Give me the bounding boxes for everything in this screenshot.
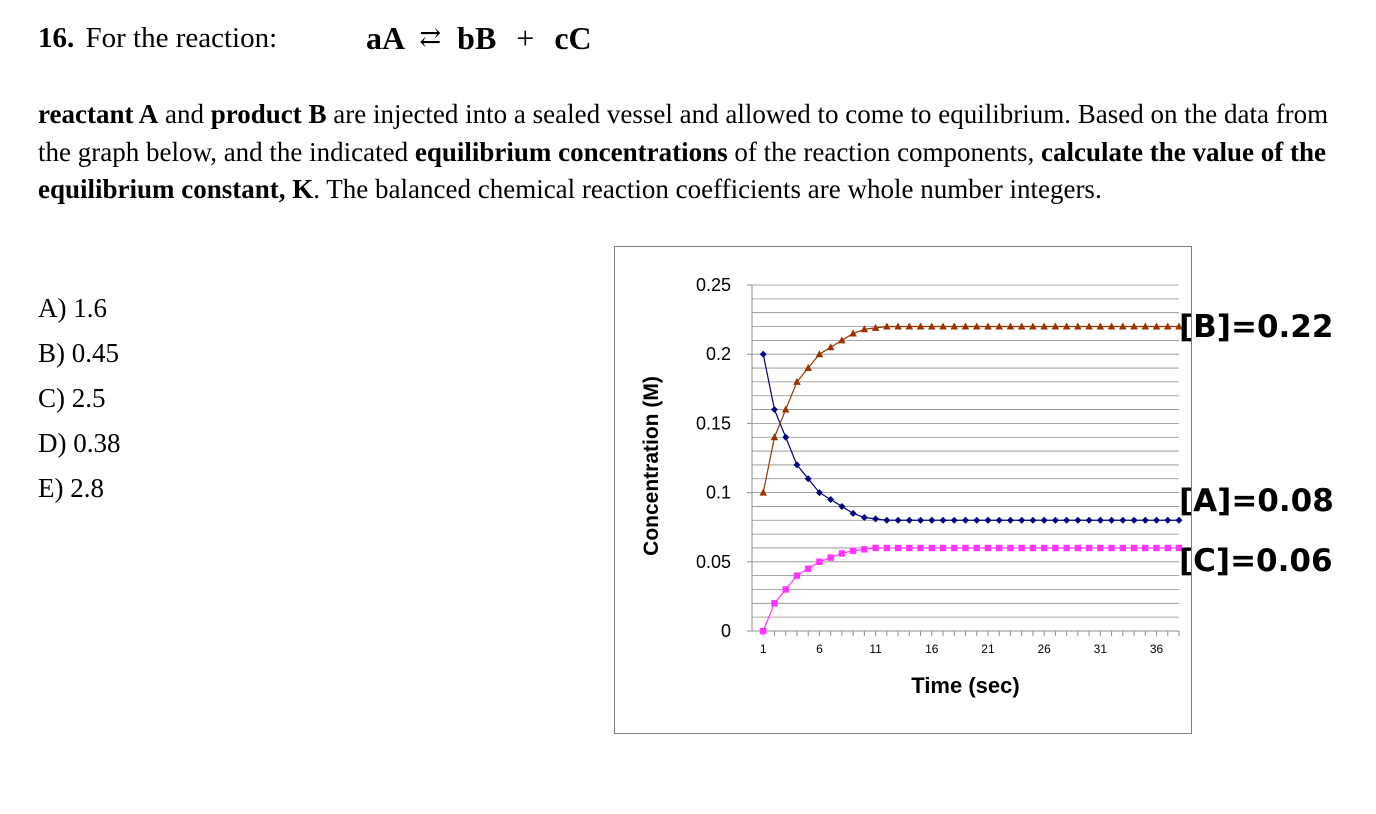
data-point-B [816, 350, 824, 357]
data-point-C [1052, 545, 1058, 551]
data-point-B [827, 343, 835, 350]
label-a-equilibrium: [A]=0.08 [1179, 483, 1334, 519]
data-point-C [917, 545, 923, 551]
data-point-C [951, 545, 957, 551]
data-point-B [759, 489, 767, 496]
data-point-A [1097, 517, 1104, 524]
data-point-A [838, 503, 845, 510]
data-point-C [872, 545, 878, 551]
data-point-C [1018, 545, 1024, 551]
chart-canvas [615, 247, 1191, 733]
question-body-text-2: and [158, 99, 211, 129]
choice-value: 2.8 [70, 473, 104, 503]
choice-a[interactable] [38, 286, 121, 331]
data-point-C [1030, 545, 1036, 551]
data-point-A [906, 517, 913, 524]
data-point-A [872, 515, 879, 522]
data-point-C [962, 545, 968, 551]
data-point-A [1153, 517, 1160, 524]
data-point-C [1007, 545, 1013, 551]
data-point-C [1041, 545, 1047, 551]
data-point-C [1075, 545, 1081, 551]
choice-c[interactable] [38, 376, 121, 421]
choice-letter: E) [38, 473, 64, 503]
data-point-C [1063, 545, 1069, 551]
question-body-bold-5: equilibrium concentrations [414, 136, 728, 167]
data-point-C [1165, 545, 1171, 551]
question-number: 16. [38, 22, 75, 54]
data-point-C [985, 545, 991, 551]
data-point-A [1119, 517, 1126, 524]
data-point-C [1086, 545, 1092, 551]
data-point-A [940, 517, 947, 524]
y-tick-label: 0 [720, 621, 731, 641]
choice-e[interactable] [38, 466, 121, 511]
x-tick-label: 1 [759, 642, 767, 656]
data-point-A [895, 517, 902, 524]
data-point-A [1018, 517, 1025, 524]
data-point-B [838, 336, 846, 343]
concentration-chart [614, 246, 1334, 734]
y-tick-label: 0.05 [695, 551, 731, 572]
y-tick-label: 0.1 [705, 482, 731, 503]
data-point-C [783, 586, 789, 592]
data-point-A [1041, 517, 1048, 524]
data-point-C [839, 550, 845, 556]
choice-letter: B) [38, 338, 65, 368]
choice-value: 0.45 [71, 338, 119, 368]
question-intro: For the reaction: [85, 22, 278, 54]
choice-value: 2.5 [71, 383, 106, 413]
question-body-bold-7: calculate the value of the equilibrium constant, K [38, 136, 1326, 204]
reactant-a: aA [366, 20, 404, 56]
y-tick-label: 0.2 [705, 344, 731, 365]
data-point-C [794, 572, 800, 578]
question-body-bold-3: product B [210, 99, 327, 129]
data-point-A [883, 517, 890, 524]
data-point-A [1131, 517, 1138, 524]
data-point-A [1108, 517, 1115, 524]
data-point-C [827, 554, 833, 560]
data-point-C [861, 546, 867, 552]
x-tick-label: 36 [1149, 642, 1164, 656]
data-point-A [1063, 517, 1070, 524]
data-point-A [1164, 517, 1171, 524]
data-point-C [940, 545, 946, 551]
data-point-C [805, 566, 811, 572]
data-point-A [1052, 517, 1059, 524]
y-tick-label: 0.25 [695, 275, 731, 295]
data-point-A [782, 434, 789, 441]
data-point-A [973, 517, 980, 524]
data-point-C [760, 628, 766, 634]
data-point-C [974, 545, 980, 551]
plus-sign: + [516, 20, 535, 56]
data-point-C [1153, 545, 1159, 551]
data-point-A [984, 517, 991, 524]
data-point-A [827, 496, 834, 503]
x-tick-label: 16 [925, 642, 939, 656]
answer-choices [38, 286, 121, 511]
data-point-A [1142, 517, 1149, 524]
question-header [38, 22, 277, 55]
question-body-text-8: . The balanced chemical reaction coefficients are whole number integers. [313, 174, 1102, 204]
question-body-text-6: of the reaction components, [727, 136, 1042, 167]
data-point-C [1108, 545, 1114, 551]
question-body-bold-1: reactant A [38, 99, 159, 129]
data-point-A [850, 510, 857, 517]
product-b: bB [457, 20, 497, 56]
data-point-C [816, 559, 822, 565]
data-point-A [1074, 517, 1081, 524]
data-point-B [771, 433, 779, 440]
x-axis-title: Time (sec) [911, 673, 1020, 698]
data-point-C [929, 545, 935, 551]
question-body [38, 96, 1338, 209]
data-point-A [928, 517, 935, 524]
data-point-C [884, 545, 890, 551]
data-point-A [1086, 517, 1093, 524]
y-tick-label: 0.15 [695, 413, 731, 434]
equilibrium-arrow-icon: ⇄ [419, 23, 442, 52]
choice-value: 0.38 [73, 428, 121, 458]
question-body-text-4: are injected into a sealed vessel and allowed to come to equilibrium. Based on the data from the graph below, and the indicated [38, 99, 1329, 167]
x-tick-label: 31 [1093, 642, 1108, 656]
data-point-A [1007, 517, 1014, 524]
choice-letter: A) [38, 293, 67, 323]
choice-d[interactable] [38, 421, 121, 466]
choice-value: 1.6 [73, 293, 107, 323]
data-point-C [895, 545, 901, 551]
x-tick-label: 6 [816, 642, 823, 656]
data-point-A [917, 517, 924, 524]
x-tick-label: 11 [869, 642, 882, 656]
x-tick-label: 21 [981, 642, 995, 656]
reaction-equation [366, 20, 592, 57]
choice-letter: D) [38, 428, 67, 458]
data-point-A [1029, 517, 1036, 524]
data-point-A [760, 351, 767, 358]
data-point-C [771, 600, 777, 606]
label-c-equilibrium: [C]=0.06 [1179, 543, 1333, 579]
data-point-A [951, 517, 958, 524]
data-point-B [782, 406, 790, 413]
label-b-equilibrium: [B]=0.22 [1179, 309, 1334, 345]
data-point-C [1142, 545, 1148, 551]
choice-letter: C) [38, 383, 65, 413]
data-point-C [850, 548, 856, 554]
data-point-A [771, 406, 778, 413]
data-point-A [996, 517, 1003, 524]
x-tick-label: 26 [1037, 642, 1051, 656]
data-point-C [1131, 545, 1137, 551]
product-c: cC [554, 20, 592, 56]
data-point-C [1120, 545, 1126, 551]
data-point-A [962, 517, 969, 524]
choice-b[interactable] [38, 331, 121, 376]
data-point-C [1097, 545, 1103, 551]
data-point-C [996, 545, 1002, 551]
data-point-C [906, 545, 912, 551]
y-axis-title: Concentration (M) [640, 376, 663, 556]
